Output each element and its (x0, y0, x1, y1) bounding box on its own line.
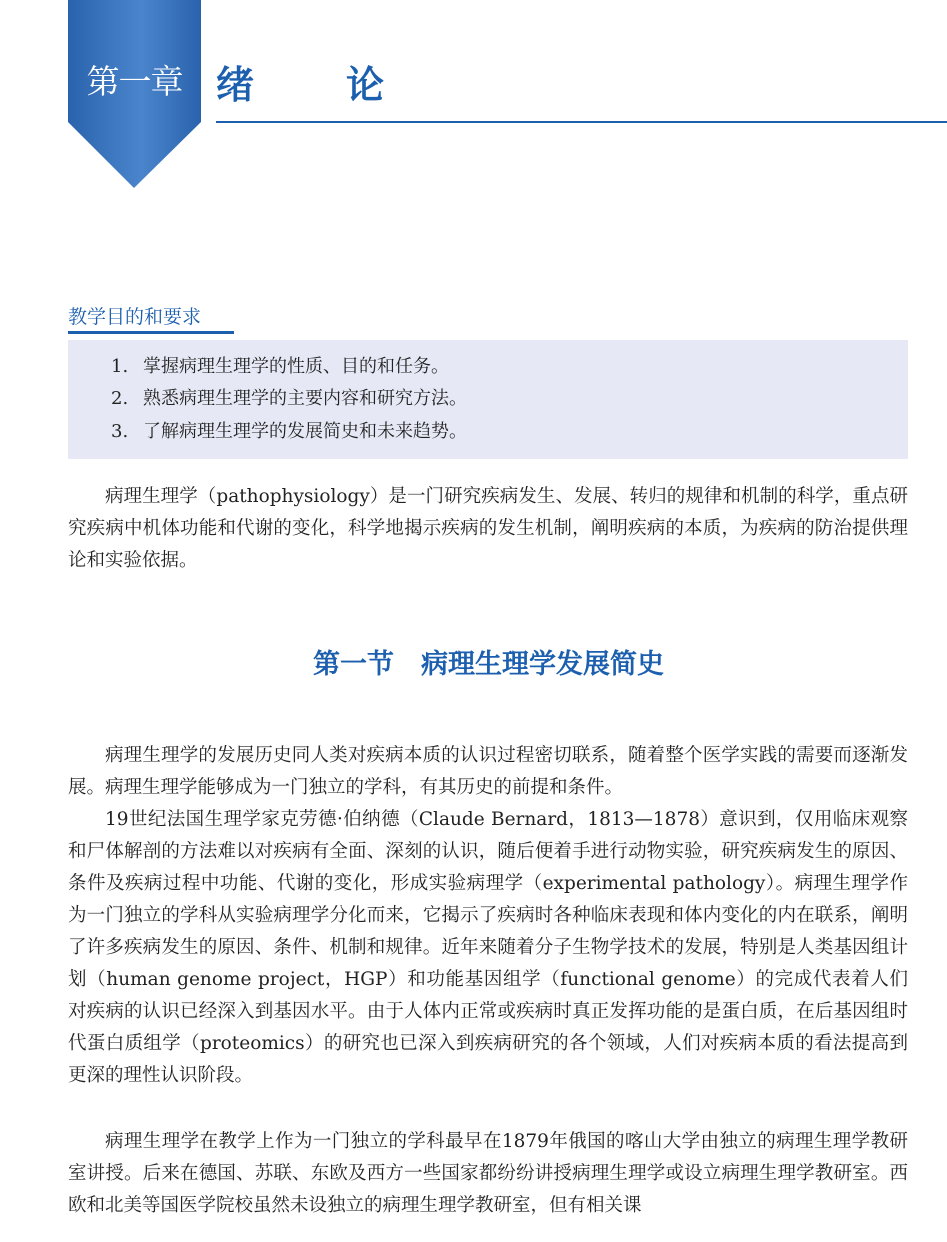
objective-item (111, 387, 467, 411)
objective-number: 2. (111, 388, 129, 409)
body-paragraph: 病理生理学的发展历史同人类对疾病本质的认识过程密切联系，随着整个医学实践的需要而逐渐发展。病理生理学能够成为一门独立的学科，有其历史的前提和条件。 (68, 745, 908, 798)
chapter-number: 第一章 (86, 62, 183, 101)
chapter-badge (68, 0, 201, 188)
body-paragraph: 19世纪法国生理学家克劳德·伯纳德（Claude Bernard，1813—1878）意识到，仅用临床观察和尸体解剖的方法难以对疾病有全面、深刻的认识，随后便着手进行动物实验，研究疾病发生的原因、条件及疾病过程中功能、代谢的变化，形成实验病理学（experimental pathology）。病理生理学作为一门独立的学科从实验病理学分化而来，它揭示了疾病时各种临床表现和体内变化的内在联系，阐明了许多疾病发生的原因、条件、机制和规律。近年来随着分子生物学技术的发展，特别是人类基因组计划（human genome project，HGP）和功能基因组学（functional genome）的完成代表着人们对疾病的认识已经深入到基因水平。由于人体内正常或疾病时真正发挥功能的是蛋白质，在后基因组时代蛋白质组学（proteomics）的研究也已深入到疾病研究的各个领域，人们对疾病本质的看法提高到更深的理性认识阶段。 (68, 809, 908, 1086)
objective-item (111, 355, 449, 379)
objective-number: 3. (111, 421, 129, 442)
objective-text: 了解病理生理学的发展简史和未来趋势。 (143, 421, 467, 442)
objective-item (111, 420, 467, 444)
intro-paragraph: 病理生理学（pathophysiology）是一门研究疾病发生、发展、转归的规律和机制的科学，重点研究疾病中机体功能和代谢的变化，科学地揭示疾病的发生机制，阐明疾病的本质，为疾病的防治提供理论和实验依据。 (68, 486, 908, 571)
objectives-box (68, 340, 908, 459)
chapter-title-rule (216, 121, 947, 123)
objective-text: 掌握病理生理学的性质、目的和任务。 (143, 356, 449, 377)
body-paragraph: 病理生理学在教学上作为一门独立的学科最早在1879年俄国的喀山大学由独立的病理生理学教研室讲授。后来在德国、苏联、东欧及西方一些国家都纷纷讲授病理生理学或设立病理生理学教研室。西欧和北美等国医学院校虽然未设独立的病理生理学教研室，但有相关课 (68, 1131, 908, 1216)
objective-text: 熟悉病理生理学的主要内容和研究方法。 (143, 388, 467, 409)
chapter-title (216, 62, 385, 108)
objectives-heading-underline (68, 331, 234, 334)
chapter-title-char-2: 论 (346, 63, 385, 107)
chapter-title-char-1: 绪 (216, 63, 255, 107)
section-heading: 第一节 病理生理学发展简史 (313, 649, 664, 680)
objectives-heading: 教学目的和要求 (68, 306, 202, 328)
objective-number: 1. (111, 356, 129, 377)
